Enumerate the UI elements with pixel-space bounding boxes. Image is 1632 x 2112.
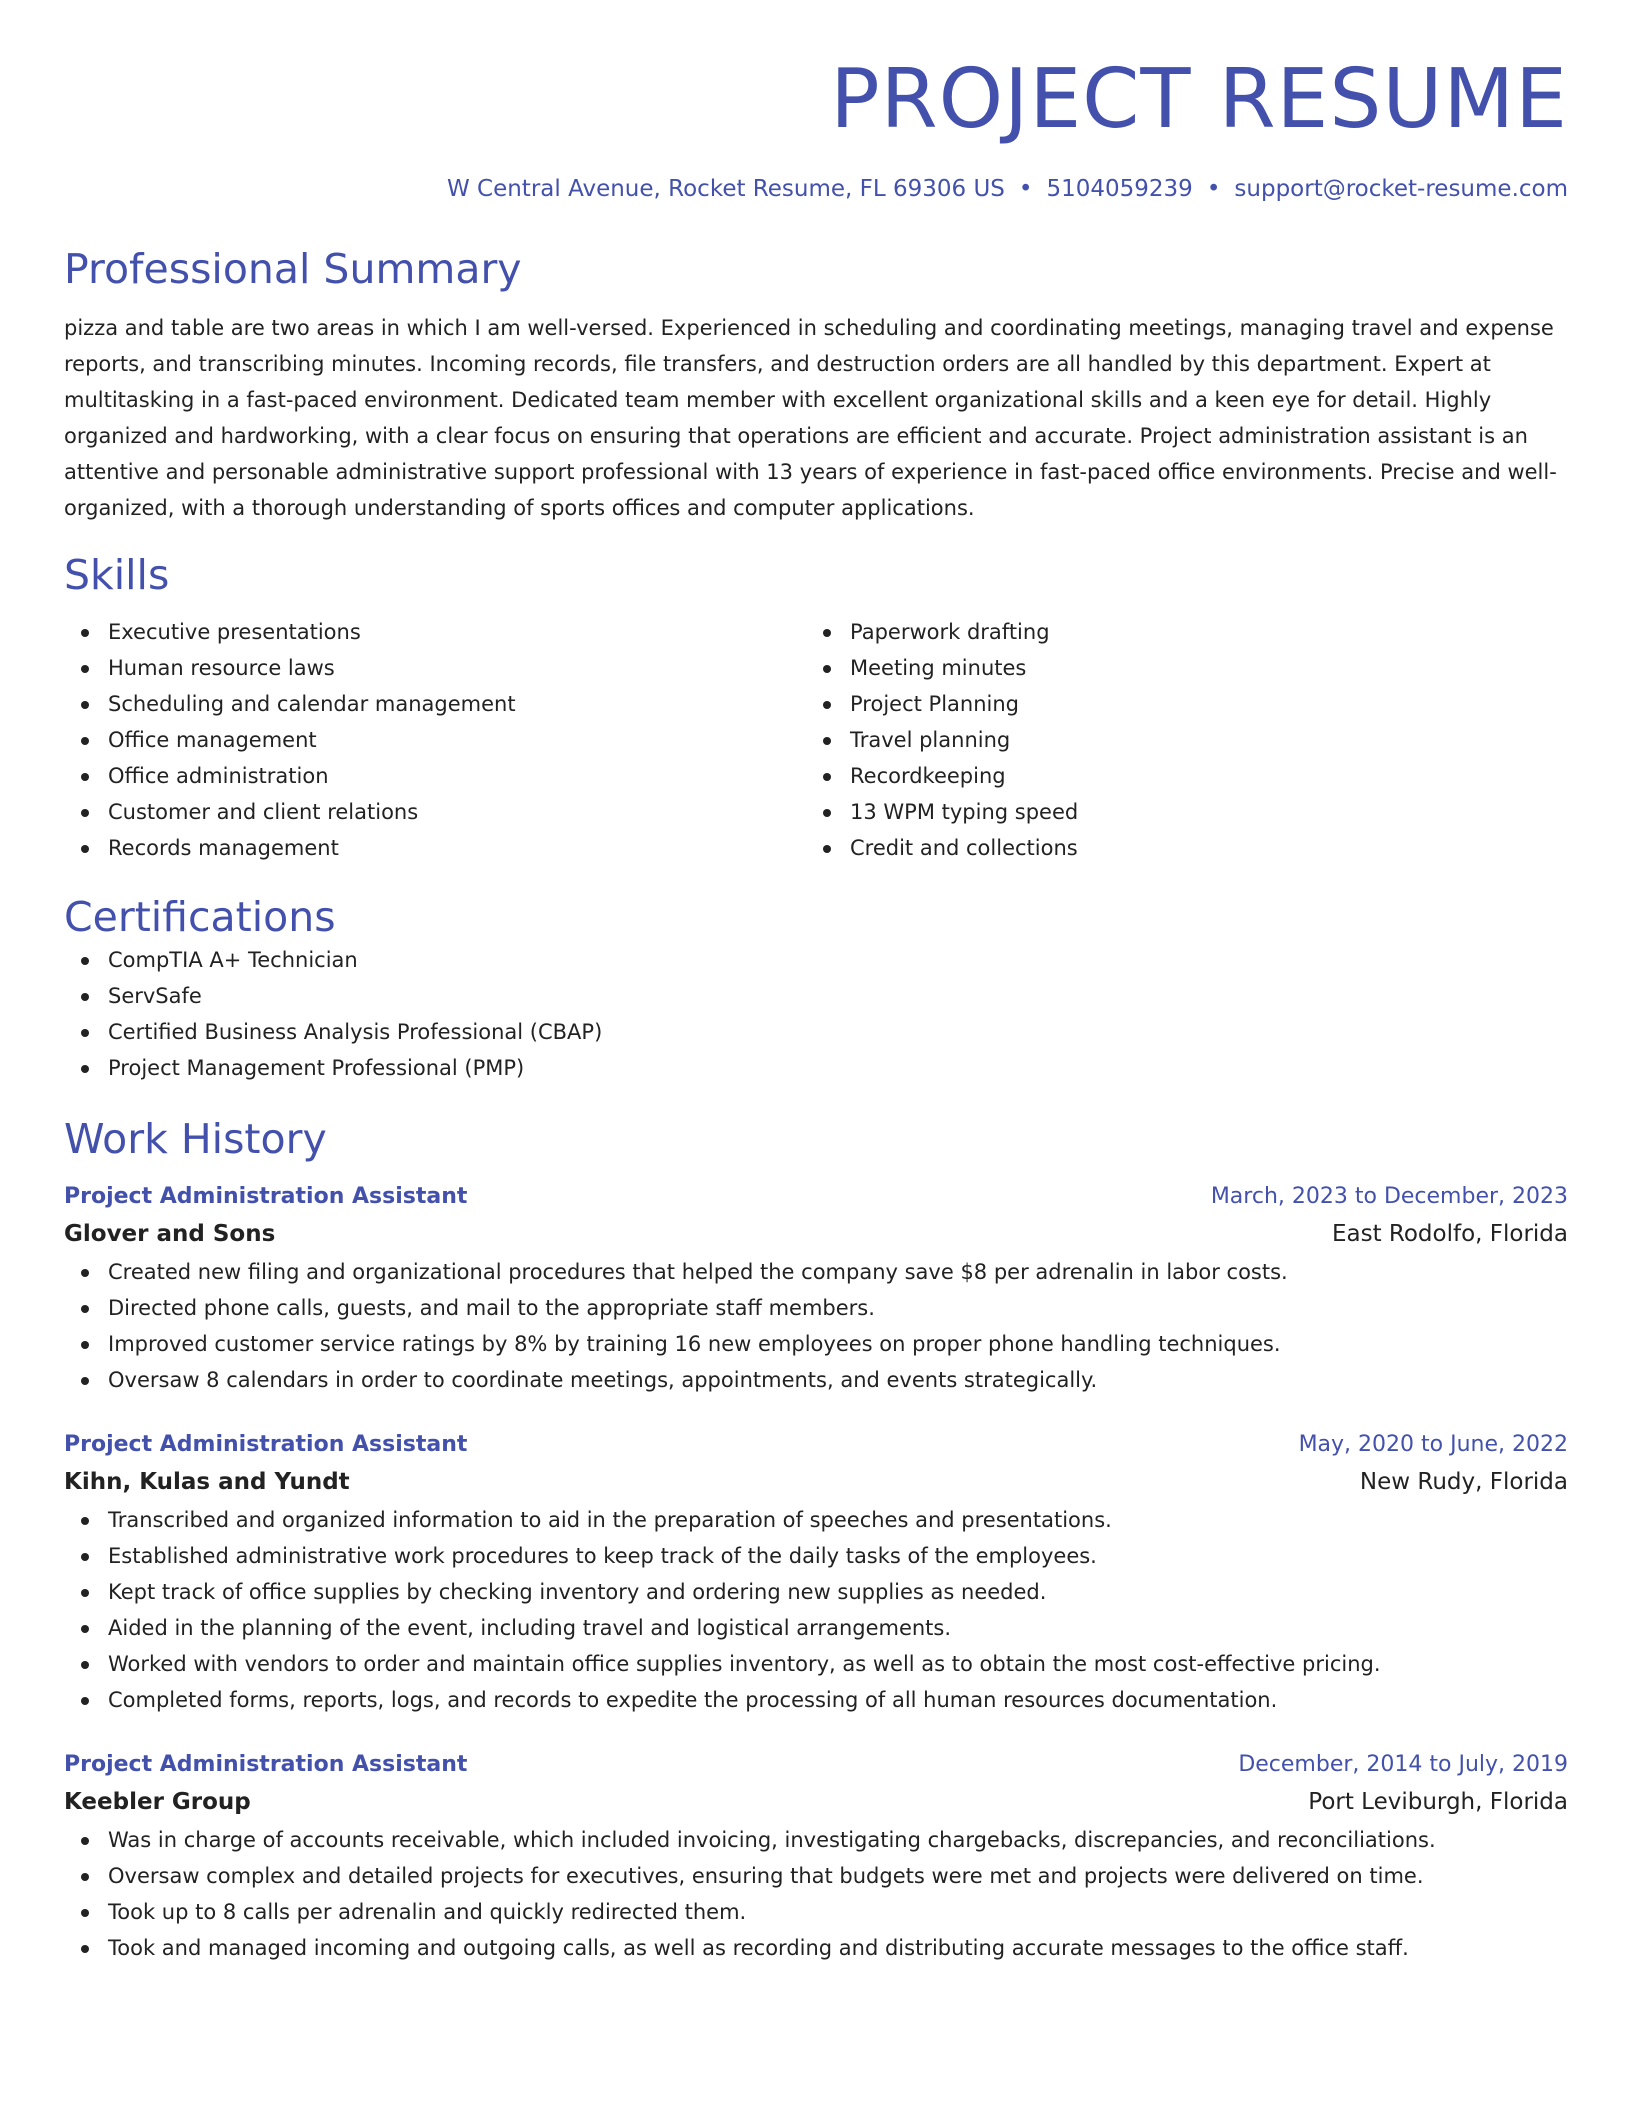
job-title: Project Administration Assistant [64, 1184, 468, 1209]
skill-item: Paperwork drafting [806, 614, 1548, 650]
resume-name: PROJECT RESUME [830, 52, 1568, 147]
job-bullet: Worked with vendors to order and maintain office supplies inventory, as well as to obtain the most cost-effective pricing. [64, 1646, 1568, 1682]
summary-heading: Professional Summary [64, 245, 522, 293]
job-bullet: Took and managed incoming and outgoing calls, as well as recording and distributing accurate messages to the office staff. [64, 1930, 1568, 1966]
contact-separator: • [1018, 176, 1033, 202]
skills-list-right [806, 614, 1548, 866]
job-title-row [64, 1748, 1568, 1782]
job-company: Glover and Sons [64, 1221, 276, 1247]
resume-page [64, 0, 1568, 1966]
job-bullet: Transcribed and organized information to aid in the preparation of speeches and presentations. [64, 1502, 1568, 1538]
job-bullets [64, 1502, 1568, 1718]
skills-grid [64, 614, 1568, 866]
job-bullet: Improved customer service ratings by 8% by training 16 new employees on proper phone handling techniques. [64, 1326, 1568, 1362]
job-bullets [64, 1822, 1568, 1966]
job-bullet: Took up to 8 calls per adrenalin and quickly redirected them. [64, 1894, 1568, 1930]
contact-email[interactable]: support@rocket-resume.com [1234, 176, 1568, 202]
job-dates: May, 2020 to June, 2022 [1298, 1432, 1568, 1457]
job-dates: March, 2023 to December, 2023 [1210, 1184, 1568, 1209]
skill-item: 13 WPM typing speed [806, 794, 1548, 830]
skills-column-left [64, 614, 806, 866]
job-company-row [64, 1782, 1568, 1822]
resume-header [64, 0, 1568, 204]
skills-heading: Skills [64, 551, 170, 599]
contact-phone: 5104059239 [1046, 176, 1193, 202]
skills-list-left [64, 614, 806, 866]
job-company-row [64, 1462, 1568, 1502]
job-bullet: Created new filing and organizational procedures that helped the company save $8 per adrenalin in labor costs. [64, 1254, 1568, 1290]
job-bullet: Completed forms, reports, logs, and records to expedite the processing of all human resources documentation. [64, 1682, 1568, 1718]
skill-item: Travel planning [806, 722, 1548, 758]
skill-item: Office administration [64, 758, 806, 794]
job-dates: December, 2014 to July, 2019 [1238, 1752, 1568, 1777]
summary-text: pizza and table are two areas in which I am well-versed. Experienced in scheduling and coordinating meetings, managing travel and expense reports, and transcribing minutes. Incoming records, file transfers, and destruction orders are all handled by this department. Expert at multitasking in a fast-paced environment. Dedicated team member with excellent organizational skills and a keen eye for detail. Highly organized and hardworking, with a clear focus on ensuring that operations are efficient and accurate. Project administration assistant is an attentive and personable administrative support professional with 13 years of experience in fast-paced office environments. Precise and well-organized, with a thorough understanding of sports offices and computer applications. [64, 316, 1557, 520]
job-location: East Rodolfo, Florida [1331, 1221, 1568, 1247]
contact-address: W Central Avenue, Rocket Resume, FL 69306 US [446, 176, 1005, 202]
job-bullet: Oversaw 8 calendars in order to coordinate meetings, appointments, and events strategically. [64, 1362, 1568, 1398]
job-company: Kihn, Kulas and Yundt [64, 1469, 350, 1495]
job-bullet: Was in charge of accounts receivable, which included invoicing, investigating chargebacks, discrepancies, and reconciliations. [64, 1822, 1568, 1858]
job-entry [64, 1180, 1568, 1398]
job-location: New Rudy, Florida [1359, 1469, 1568, 1495]
skills-column-right [806, 614, 1548, 866]
contact-separator: • [1206, 176, 1221, 202]
contact-line [64, 174, 1568, 204]
skill-item: Project Planning [806, 686, 1548, 722]
certifications-list [64, 942, 1568, 1086]
skill-item: Records management [64, 830, 806, 866]
job-title: Project Administration Assistant [64, 1752, 468, 1777]
job-bullet: Established administrative work procedures to keep track of the daily tasks of the employees. [64, 1538, 1568, 1574]
skill-item: Executive presentations [64, 614, 806, 650]
certifications-heading: Certifications [64, 893, 336, 941]
job-title: Project Administration Assistant [64, 1432, 468, 1457]
job-entry [64, 1748, 1568, 1966]
work-history-list [64, 1180, 1568, 1966]
job-bullets [64, 1254, 1568, 1398]
work-history-heading: Work History [64, 1115, 327, 1163]
certification-item: ServSafe [64, 978, 1568, 1014]
job-title-row [64, 1180, 1568, 1214]
skill-item: Office management [64, 722, 806, 758]
job-bullet: Kept track of office supplies by checking inventory and ordering new supplies as needed. [64, 1574, 1568, 1610]
certification-item: CompTIA A+ Technician [64, 942, 1568, 978]
job-bullet: Directed phone calls, guests, and mail to the appropriate staff members. [64, 1290, 1568, 1326]
certification-item: Project Management Professional (PMP) [64, 1050, 1568, 1086]
job-location: Port Leviburgh, Florida [1308, 1789, 1568, 1815]
skill-item: Human resource laws [64, 650, 806, 686]
job-bullet: Oversaw complex and detailed projects for executives, ensuring that budgets were met and projects were delivered on time. [64, 1858, 1568, 1894]
skill-item: Recordkeeping [806, 758, 1548, 794]
job-title-row [64, 1428, 1568, 1462]
skill-item: Scheduling and calendar management [64, 686, 806, 722]
skill-item: Customer and client relations [64, 794, 806, 830]
job-company-row [64, 1214, 1568, 1254]
job-company: Keebler Group [64, 1789, 251, 1815]
certification-item: Certified Business Analysis Professional (CBAP) [64, 1014, 1568, 1050]
job-entry [64, 1428, 1568, 1718]
skill-item: Meeting minutes [806, 650, 1548, 686]
skill-item: Credit and collections [806, 830, 1548, 866]
job-bullet: Aided in the planning of the event, including travel and logistical arrangements. [64, 1610, 1568, 1646]
